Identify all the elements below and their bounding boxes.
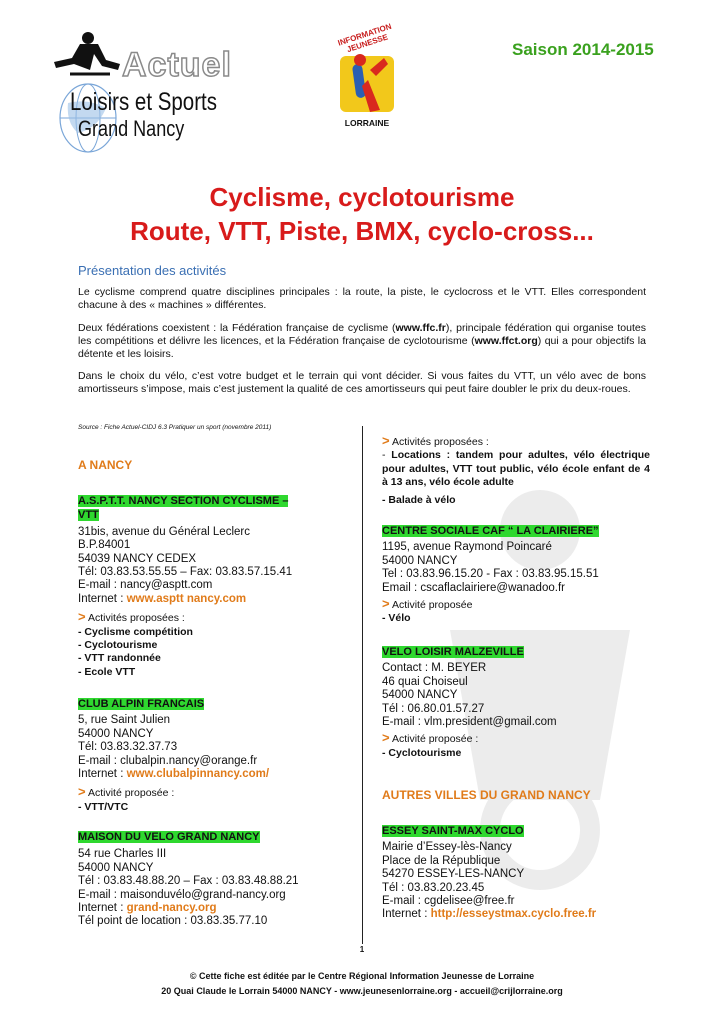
footer-line-2: 20 Quai Claude le Lorrain 54000 NANCY - www.jeunesenlorraine.org - accueil@crijlorraine.org xyxy=(161,986,563,996)
malzeville-phone: Tél : 06.80.01.57.27 xyxy=(382,702,485,715)
essey-internet-label: Internet : xyxy=(382,908,431,921)
a-nancy-heading: A NANCY xyxy=(78,458,133,472)
essey-address-3: 54270 ESSEY-LES-NANCY xyxy=(382,868,525,881)
malzeville-block xyxy=(382,645,652,760)
clairiere-email[interactable]: Email : cscaflaclairiere@wanadoo.fr xyxy=(382,581,565,594)
source-note: Source : Fiche Actuel-CIDJ 6.3 Pratiquer un sport (novembre 2011) xyxy=(78,424,272,431)
asptt-activities-label xyxy=(78,610,358,625)
asptt-internet xyxy=(78,593,358,606)
presentation-paragraph-2 xyxy=(78,322,646,361)
clairiere-address-1: 1195, avenue Raymond Poincaré xyxy=(382,541,552,554)
essey-phone: Tél : 03.83.20.23.45 xyxy=(382,881,485,894)
maison-du-velo-address-2: 54000 NANCY xyxy=(78,861,154,874)
asptt-cont-activities-label xyxy=(382,434,650,449)
asptt-block xyxy=(78,494,358,679)
maison-du-velo-name: MAISON DU VELO GRAND NANCY xyxy=(78,831,260,843)
asptt-activity-1: - Cyclisme compétition xyxy=(78,625,193,638)
asptt-name-line2: VTT xyxy=(78,509,99,522)
maison-du-velo-internet xyxy=(78,902,360,915)
locations-text: Locations : tandem pour adultes, vélo électrique pour adultes, VTT tout public, vélo école enfant de 4 à 13 ans, vélo école adulte xyxy=(382,449,650,489)
club-alpin-act-label-text: Activité proposée : xyxy=(87,787,175,800)
maison-du-velo-rental-phone: Tél point de location : 03.83.35.77.10 xyxy=(78,915,268,928)
maison-du-velo-website-link[interactable]: grand-nancy.org xyxy=(126,902,217,915)
clairiere-act-label-text: Activité proposée xyxy=(391,599,473,612)
clairiere-name: CENTRE SOCIALE CAF “ LA CLAIRIERE” xyxy=(382,525,599,537)
club-alpin-phone: Tél: 03.83.32.37.73 xyxy=(78,741,178,754)
p2-text-b: ), principale fédération qui organise toutes les compétitions et délivre les licences, et la Fédération française de cyclotourisme ( xyxy=(78,322,646,347)
arrow-icon: > xyxy=(382,433,390,448)
malzeville-address-2: 54000 NANCY xyxy=(382,689,458,702)
malzeville-activity: - Cyclotourisme xyxy=(382,746,462,759)
clairiere-phone: Tel : 03.83.96.15.20 - Fax : 03.83.95.15.51 xyxy=(382,568,599,581)
asptt-activity-2: - Cyclotourisme xyxy=(78,639,158,652)
asptt-phone: Tél: 03.83.53.55.55 – Fax: 03.83.57.15.41 xyxy=(78,566,293,579)
asptt-internet-label: Internet : xyxy=(78,592,127,605)
actuel-wordmark: Actuel xyxy=(122,46,232,84)
essey-address-2: Place de la République xyxy=(382,854,501,867)
asptt-name-line1: A.S.P.T.T. NANCY SECTION CYCLISME – xyxy=(78,495,289,507)
club-alpin-address-2: 54000 NANCY xyxy=(78,727,154,740)
p2-text-a: Deux fédérations coexistent : la Fédération française de cyclisme ( xyxy=(78,322,396,334)
essey-name: ESSEY SAINT-MAX CYCLO xyxy=(382,825,524,837)
arrow-icon: > xyxy=(78,609,86,625)
maison-du-velo-internet-label: Internet : xyxy=(78,902,127,915)
malzeville-activity-label xyxy=(382,731,652,746)
asptt-cont-act-label-text: Activités proposées : xyxy=(391,436,489,448)
club-alpin-block xyxy=(78,697,358,814)
clairiere-activity-label xyxy=(382,597,652,612)
ffct-link[interactable]: www.ffct.org xyxy=(474,335,538,347)
club-alpin-address-1: 5, rue Saint Julien xyxy=(78,714,171,727)
p2-text-c: ) qui a pour objectifs la détente et les loisirs. xyxy=(78,335,646,360)
arrow-icon: > xyxy=(78,784,86,800)
maison-du-velo-phone: Tél : 03.83.48.88.20 – Fax : 03.83.48.88.21 xyxy=(78,875,299,888)
actuel-logo xyxy=(50,30,230,140)
malzeville-act-label-text: Activité proposée : xyxy=(391,733,479,746)
club-alpin-email[interactable]: E-mail : clubalpin.nancy@orange.fr xyxy=(78,754,258,767)
arrow-icon: > xyxy=(382,596,390,612)
club-alpin-name: CLUB ALPIN FRANCAIS xyxy=(78,698,205,710)
essey-address-1: Mairie d’Essey-lès-Nancy xyxy=(382,841,512,854)
malzeville-name: VELO LOISIR MALZEVILLE xyxy=(382,646,524,658)
column-divider xyxy=(362,426,363,944)
presentation-paragraph-3: Dans le choix du vélo, c’est votre budget et le terrain qui vont décider. Si vous faites du VTT, un vélo avec de bons amortisseurs s’impose, mais c’est justement la qualité de ces amortisseurs qui peut faire doubler le prix du deux-roues. xyxy=(78,370,646,395)
malzeville-address-1: 46 quai Choiseul xyxy=(382,675,468,688)
essey-website-link[interactable]: http://esseystmax.cyclo.free.fr xyxy=(430,908,597,921)
presentation-paragraph-1: Le cyclisme comprend quatre disciplines principales : la route, la piste, le cyclocross et le VTT. Elles correspondent chacune à des « machines » différentes. xyxy=(78,286,646,311)
autres-villes-heading: AUTRES VILLES DU GRAND NANCY xyxy=(382,788,591,802)
logo-line-loisirs: Loisirs et Sports xyxy=(70,88,217,116)
club-alpin-activity: - VTT/VTC xyxy=(78,800,129,813)
asptt-activity-4: - Ecole VTT xyxy=(78,665,136,678)
presentation-heading: Présentation des activités xyxy=(78,263,227,278)
asptt-address-2: B.P.84001 xyxy=(78,539,131,552)
asptt-act-label-text: Activités proposées : xyxy=(87,612,185,625)
asptt-email[interactable]: E-mail : nancy@asptt.com xyxy=(78,579,213,592)
information-jeunesse-logo xyxy=(312,22,422,134)
club-alpin-website-link[interactable]: www.clubalpinnancy.com/ xyxy=(126,768,270,781)
essey-internet xyxy=(382,908,652,921)
asptt-cont-balade: - Balade à vélo xyxy=(382,493,456,506)
club-alpin-activity-label xyxy=(78,785,358,800)
malzeville-contact: Contact : M. BEYER xyxy=(382,662,487,675)
ij-logo-top-text: INFORMATION JEUNESSE xyxy=(336,21,393,55)
asptt-activity-3: - VTT randonnée xyxy=(78,652,161,665)
club-alpin-internet-label: Internet : xyxy=(78,768,127,781)
clairiere-activity: - Vélo xyxy=(382,612,411,625)
asptt-website-link[interactable]: www.asptt nancy.com xyxy=(126,592,247,605)
gymnast-icon xyxy=(50,30,130,90)
asptt-cont-locations xyxy=(382,449,650,489)
page-title-line2: Route, VTT, Piste, BMX, cyclo-cross... xyxy=(130,216,594,246)
arrow-icon: > xyxy=(382,730,390,746)
essey-email[interactable]: E-mail : cgdelisee@free.fr xyxy=(382,895,515,908)
maison-du-velo-block xyxy=(78,830,360,929)
asptt-address-1: 31bis, avenue du Général Leclerc xyxy=(78,525,250,538)
ffc-link[interactable]: www.ffc.fr xyxy=(395,322,446,334)
logo-line-grand-nancy: Grand Nancy xyxy=(78,116,185,141)
page-number: 1 xyxy=(359,945,365,954)
maison-du-velo-email[interactable]: E-mail : maisonduvélo@grand-nancy.org xyxy=(78,888,286,901)
footer-line-1: © Cette fiche est éditée par le Centre Régional Information Jeunesse de Lorraine xyxy=(189,971,535,981)
malzeville-email[interactable]: E-mail : vlm.president@gmail.com xyxy=(382,716,557,729)
maison-du-velo-address-1: 54 rue Charles III xyxy=(78,848,167,861)
club-alpin-internet xyxy=(78,768,358,781)
ij-logo-bottom-text: LORRAINE xyxy=(344,118,390,128)
asptt-continued-block xyxy=(382,434,650,507)
locations-dash: - xyxy=(382,449,392,462)
essey-block xyxy=(382,824,652,922)
asptt-address-3: 54039 NANCY CEDEX xyxy=(78,552,197,565)
season-label: Saison 2014-2015 xyxy=(512,40,654,59)
page-title-line1: Cyclisme, cyclotourisme xyxy=(209,182,515,212)
clairiere-block xyxy=(382,524,652,626)
clairiere-address-2: 54000 NANCY xyxy=(382,554,458,567)
ij-figure-icon xyxy=(332,50,402,116)
